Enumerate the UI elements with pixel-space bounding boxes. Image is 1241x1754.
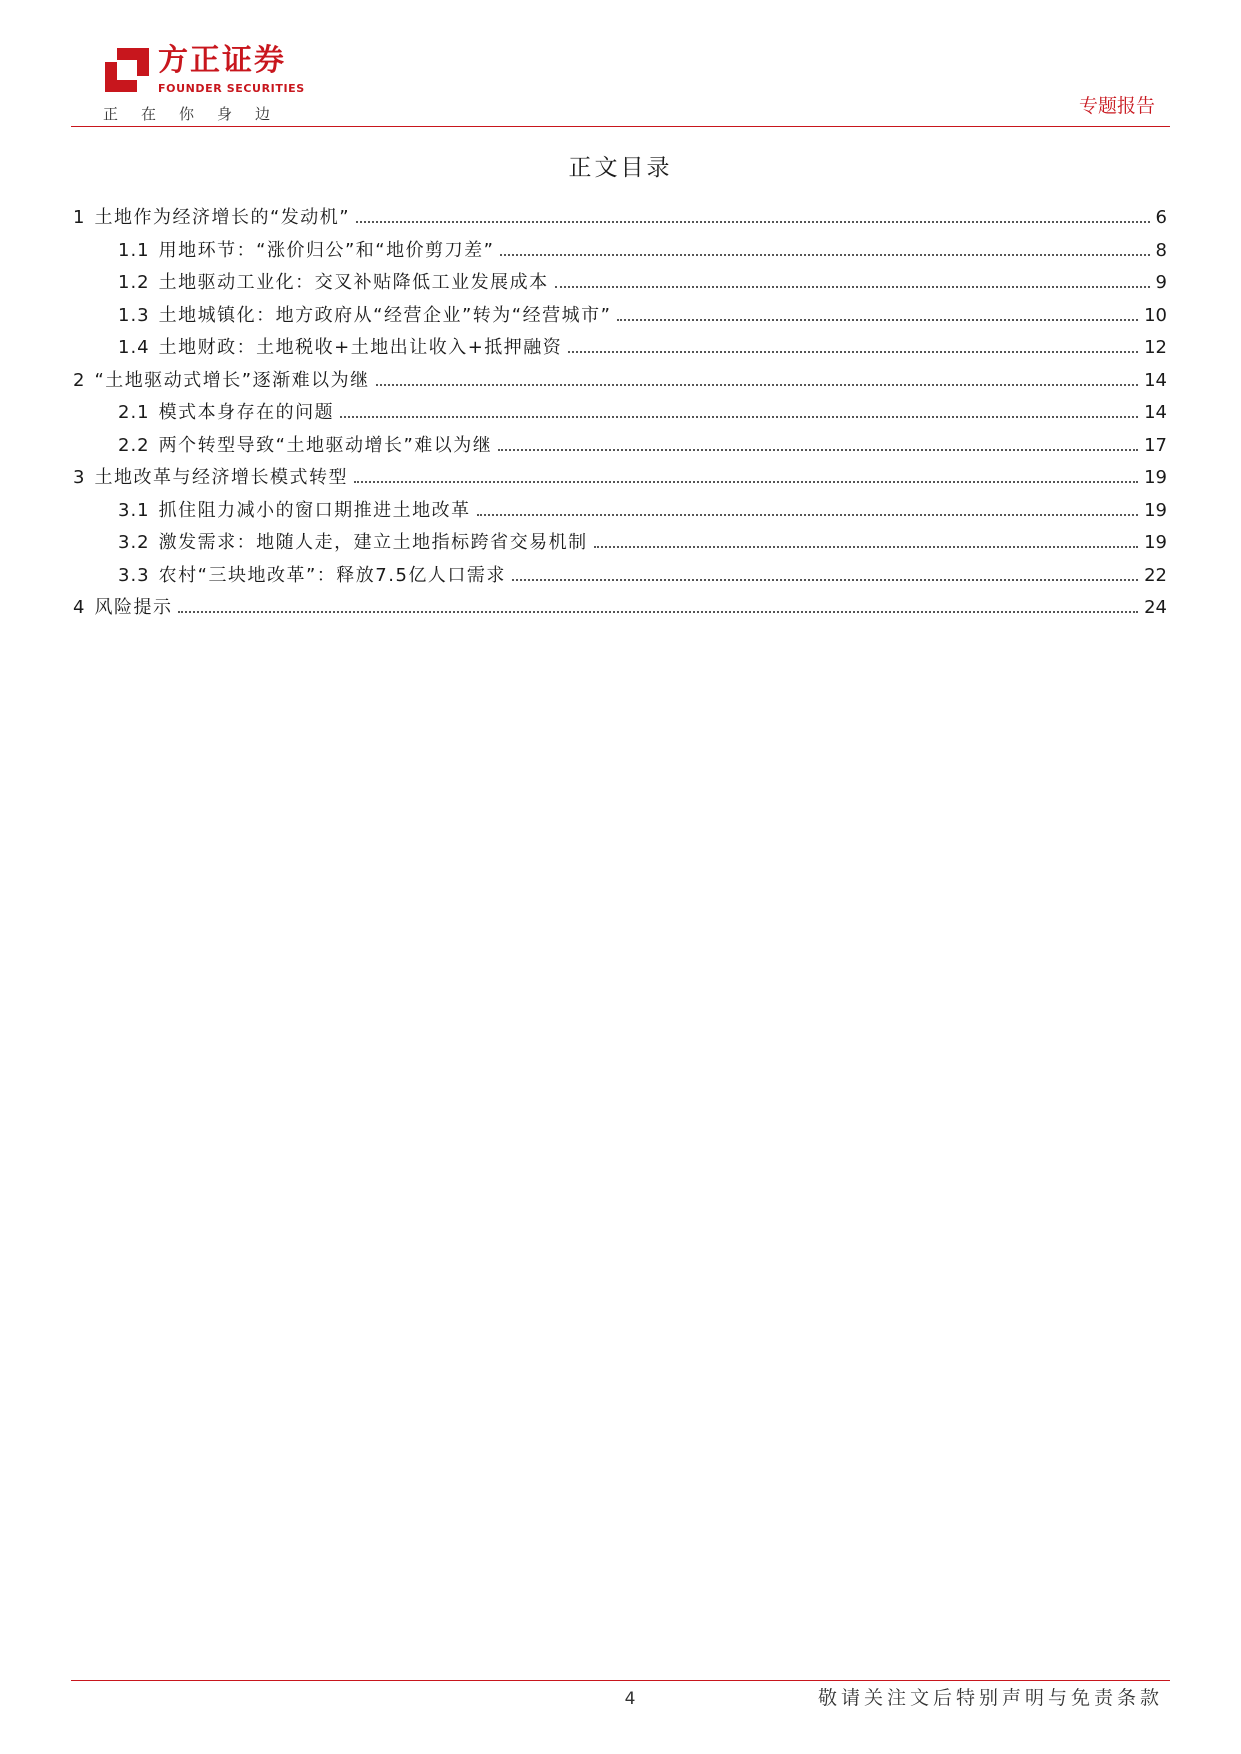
toc-dot-leader xyxy=(477,514,1138,516)
toc-entry-page: 8 xyxy=(1155,239,1167,261)
page-header xyxy=(0,0,1241,128)
toc-entry-title: 抓住阻力减小的窗口期推进土地改革 xyxy=(158,499,471,521)
toc-entry-number: 3.2 xyxy=(118,532,150,553)
brand-name-en: FOUNDER SECURITIES xyxy=(158,82,305,95)
toc-entry-number: 2.2 xyxy=(118,434,150,456)
toc-entry-page: 12 xyxy=(1144,337,1167,358)
toc-dot-leader xyxy=(512,579,1138,581)
disclaimer-note: 敬请关注文后特别声明与免责条款 xyxy=(817,1687,1163,1709)
toc-entry[interactable] xyxy=(73,592,1167,625)
toc-dot-leader xyxy=(617,319,1138,321)
toc-dot-leader xyxy=(568,351,1138,353)
toc-entry[interactable] xyxy=(73,267,1167,300)
toc-entry-number: 2 xyxy=(73,369,86,391)
toc-entry-page: 14 xyxy=(1144,402,1167,423)
toc-dot-leader xyxy=(354,481,1138,483)
toc-entry-number: 1.2 xyxy=(118,272,150,293)
toc-entry-page: 17 xyxy=(1144,434,1167,456)
toc-entry-number: 3.1 xyxy=(118,499,150,521)
toc-entry[interactable] xyxy=(73,300,1167,333)
toc-entry-title: “土地驱动式增长”逐渐难以为继 xyxy=(94,369,370,391)
toc-entry[interactable] xyxy=(73,365,1167,398)
toc-entry-page: 22 xyxy=(1144,564,1167,586)
toc-entry-title: 风险提示 xyxy=(94,597,173,618)
toc-entry[interactable] xyxy=(73,560,1167,593)
toc-title: 正文目录 xyxy=(568,155,673,181)
toc-entry-title: 模式本身存在的问题 xyxy=(158,402,335,423)
toc-entry[interactable] xyxy=(73,397,1167,430)
toc-entry[interactable] xyxy=(73,527,1167,560)
toc-entry-page: 10 xyxy=(1144,304,1167,326)
toc-entry-number: 3.3 xyxy=(118,564,150,586)
toc-entry-number: 3 xyxy=(73,467,86,488)
founder-logo-icon xyxy=(103,46,151,94)
toc-entry-title: 土地财政：土地税收+土地出让收入+抵押融资 xyxy=(158,337,563,358)
toc-dot-leader xyxy=(500,254,1149,256)
toc-dot-leader xyxy=(376,384,1138,386)
page-number: 4 xyxy=(624,1689,636,1709)
toc-entry-number: 1.3 xyxy=(118,304,150,326)
toc-entry-page: 19 xyxy=(1144,499,1167,521)
toc-entry-title: 两个转型导致“土地驱动增长”难以为继 xyxy=(158,434,493,456)
toc-entry-number: 1.1 xyxy=(118,239,150,261)
toc-entry[interactable] xyxy=(73,462,1167,495)
toc-entry-number: 2.1 xyxy=(118,402,150,423)
brand-name-cn: 方正证券 xyxy=(158,43,286,78)
toc-entry-number: 1.4 xyxy=(118,337,150,358)
toc-entry[interactable] xyxy=(73,495,1167,528)
toc-entry-page: 6 xyxy=(1155,207,1167,228)
toc-entry-page: 14 xyxy=(1144,369,1167,391)
toc-entry-title: 土地作为经济增长的“发动机” xyxy=(94,207,351,228)
toc-entry-number: 4 xyxy=(73,597,86,618)
toc-dot-leader xyxy=(555,286,1150,288)
toc-dot-leader xyxy=(340,416,1138,418)
table-of-contents xyxy=(73,202,1167,625)
footer-divider xyxy=(71,1680,1170,1681)
toc-dot-leader xyxy=(594,546,1138,548)
brand-slogan: 正在你身边 xyxy=(103,105,294,123)
toc-entry[interactable] xyxy=(73,332,1167,365)
toc-entry-page: 24 xyxy=(1144,597,1167,618)
toc-entry-title: 激发需求：地随人走，建立土地指标跨省交易机制 xyxy=(158,532,588,553)
toc-entry-title: 土地驱动工业化：交叉补贴降低工业发展成本 xyxy=(158,272,549,293)
toc-entry-page: 19 xyxy=(1144,532,1167,553)
toc-dot-leader xyxy=(178,611,1138,613)
header-divider xyxy=(71,126,1170,127)
toc-dot-leader xyxy=(498,449,1138,451)
toc-entry-title: 用地环节：“涨价归公”和“地价剪刀差” xyxy=(158,239,495,261)
report-type-label: 专题报告 xyxy=(1078,95,1155,117)
toc-entry[interactable] xyxy=(73,202,1167,235)
toc-entry-page: 19 xyxy=(1144,467,1167,488)
toc-entry-number: 1 xyxy=(73,207,86,228)
toc-entry[interactable] xyxy=(73,235,1167,268)
toc-entry[interactable] xyxy=(73,430,1167,463)
toc-entry-title: 农村“三块地改革”：释放7.5亿人口需求 xyxy=(158,564,506,586)
toc-entry-page: 9 xyxy=(1155,272,1167,293)
toc-entry-title: 土地城镇化：地方政府从“经营企业”转为“经营城市” xyxy=(158,304,612,326)
toc-dot-leader xyxy=(356,221,1149,223)
toc-entry-title: 土地改革与经济增长模式转型 xyxy=(94,467,348,488)
